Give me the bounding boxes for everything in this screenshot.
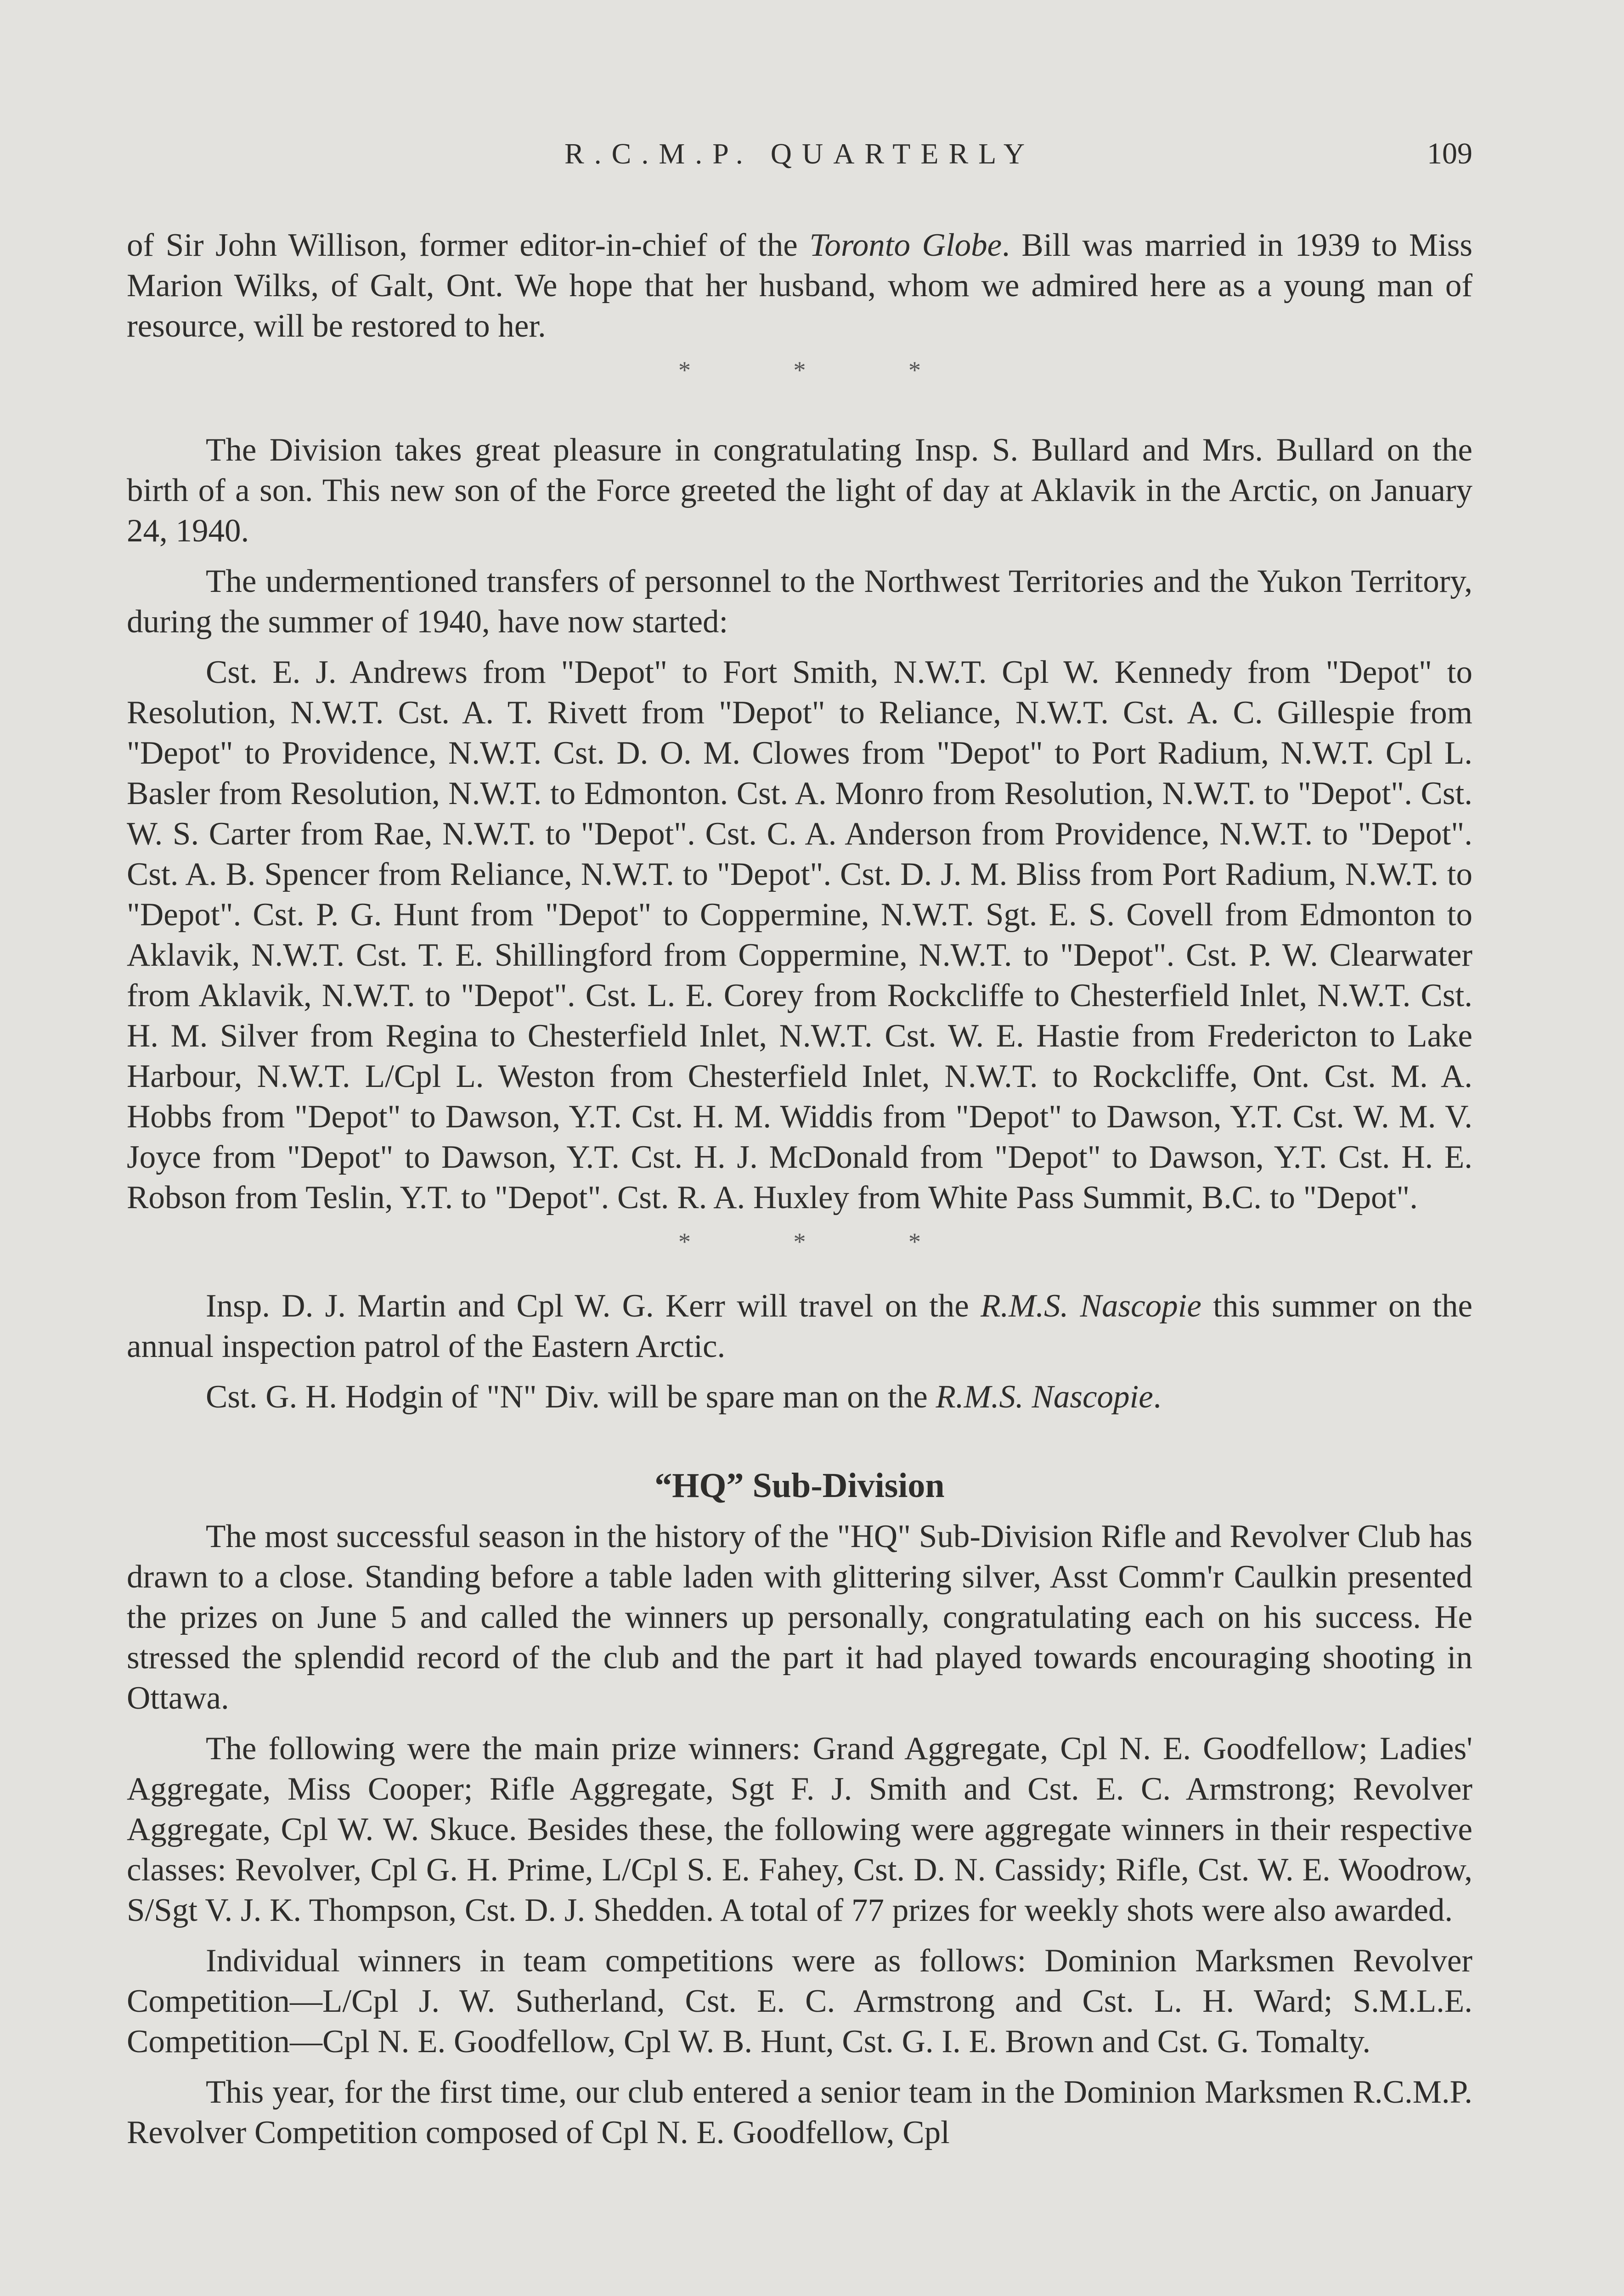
- paragraph-text: Cst. G. H. Hodgin of "N" Div. will be spare man on the: [206, 1379, 936, 1415]
- paragraph-nascopie-patrol: [127, 1286, 1472, 1367]
- paragraph-senior-team: This year, for the first time, our club entered a senior team in the Dominion Marksmen R.C.M.P. Revolver Competition composed of Cpl N. E. Goodfellow, Cpl: [127, 2074, 1472, 2150]
- ship-name: R.M.S. Nascopie: [981, 1288, 1201, 1324]
- paragraph-prize-winners: The following were the main prize winners: Grand Aggregate, Cpl N. E. Goodfellow; Ladies' Aggregate, Miss Cooper; Rifle Aggregate, Sgt F. J. Smith and Cst. E. C. Armstrong; Revolver Aggregate, Cpl W. W. Skuce. Besides these, the following were aggregate winners in their respective classes: Revolver, Cpl G. H. Prime, L/Cpl S. E. Fahey, Cst. D. N. Cassidy; Rifle, Cst. W. E. Woodrow, S/Sgt V. J. K. Thompson, Cst. D. J. Shedden. A total of 77 prizes for weekly shots were also awarded.: [127, 1731, 1472, 1928]
- paragraph-willison: [127, 225, 1472, 346]
- section-separator: * * *: [678, 356, 921, 384]
- page-number: 109: [1427, 137, 1472, 170]
- paragraph-transfers-intro: The undermentioned transfers of personnel to the Northwest Territories and the Yukon Territory, during the summer of 1940, have now started:: [127, 563, 1472, 640]
- paragraph-rifle-club: The most successful season in the history of the "HQ" Sub-Division Rifle and Revolver Club has drawn to a close. Standing before a table laden with glittering silver, Asst Comm'r Caulkin presented the prizes on June 5 and called the winners up personally, congratulating each on his success. He stressed the splendid record of the club and the part it had played towards encouraging shooting in Ottawa.: [127, 1519, 1472, 1716]
- paragraph-transfers-list: Cst. E. J. Andrews from "Depot" to Fort Smith, N.W.T. Cpl W. Kennedy from "Depot" to Resolution, N.W.T. Cst. A. T. Rivett from "Depot" to Reliance, N.W.T. Cst. A. C. Gillespie from "Depot" to Providence, N.W.T. Cst. D. O. M. Clowes from "Depot" to Port Radium, N.W.T. Cpl L. Basler from Resolution, N.W.T. to Edmonton. Cst. A. Monro from Resolution, N.W.T. to "Depot". Cst. W. S. Carter from Rae, N.W.T. to "Depot". Cst. C. A. Anderson from Providence, N.W.T. to "Depot". Cst. A. B. Spencer from Reliance, N.W.T. to "Depot". Cst. D. J. M. Bliss from Port Radium, N.W.T. to "Depot". Cst. P. G. Hunt from "Depot" to Coppermine, N.W.T. Sgt. E. S. Covell from Edmonton to Aklavik, N.W.T. Cst. T. E. Shillingford from Coppermine, N.W.T. to "Depot". Cst. P. W. Clearwater from Aklavik, N.W.T. to "Depot". Cst. L. E. Corey from Rockcliffe to Chesterfield Inlet, N.W.T. Cst. H. M. Silver from Regina to Chesterfield Inlet, N.W.T. Cst. W. E. Hastie from Fredericton to Lake Harbour, N.W.T. L/Cpl L. Weston from Chesterfield Inlet, N.W.T. to Rockcliffe, Ont. Cst. M. A. Hobbs from "Depot" to Dawson, Y.T. Cst. H. M. Widdis from "Depot" to Dawson, Y.T. Cst. W. M. V. Joyce from "Depot" to Dawson, Y.T. Cst. H. J. McDonald from "Depot" to Dawson, Y.T. Cst. H. E. Robson from Teslin, Y.T. to "Depot". Cst. R. A. Huxley from White Pass Summit, B.C. to "Depot".: [127, 654, 1472, 1216]
- paragraph-bullard: The Division takes great pleasure in congratulating Insp. S. Bullard and Mrs. Bullard on the birth of a son. This new son of the Force greeted the light of day at Aklavik in the Arctic, on January 24, 1940.: [127, 432, 1472, 549]
- paragraph-text: of Sir John Willison, former editor-in-chief of the: [127, 227, 810, 263]
- ship-name: R.M.S. Nascopie: [936, 1379, 1153, 1415]
- newspaper-title: Toronto Globe: [809, 227, 1002, 263]
- paragraph-text: this summer on the annual inspection patrol of the Eastern Arctic.: [127, 1288, 1472, 1364]
- paragraph-text: . Bill was married in 1939 to Miss Marion Wilks, of Galt, Ont. We hope that her husband, whom we admired here as a young man of resource, will be restored to her.: [127, 227, 1472, 344]
- running-title: R.C.M.P. QUARTERLY: [564, 137, 1035, 170]
- section-separator: * * *: [678, 1228, 921, 1255]
- section-heading: “HQ” Sub-Division: [654, 1466, 945, 1505]
- body-text: [127, 225, 1472, 2163]
- paragraph-text: Insp. D. J. Martin and Cpl W. G. Kerr will travel on the: [206, 1288, 981, 1324]
- paragraph-hodgin: [127, 1377, 1472, 1417]
- paragraph-team-winners: Individual winners in team competitions were as follows: Dominion Marksmen Revolver Competition—L/Cpl J. W. Sutherland, Cst. E. C. Armstrong and Cst. L. H. Ward; S.M.L.E. Competition—Cpl N. E. Goodfellow, Cpl W. B. Hunt, Cst. G. I. E. Brown and Cst. G. Tomalty.: [127, 1943, 1472, 2060]
- paragraph-text: .: [1153, 1379, 1162, 1415]
- running-head: [127, 133, 1472, 184]
